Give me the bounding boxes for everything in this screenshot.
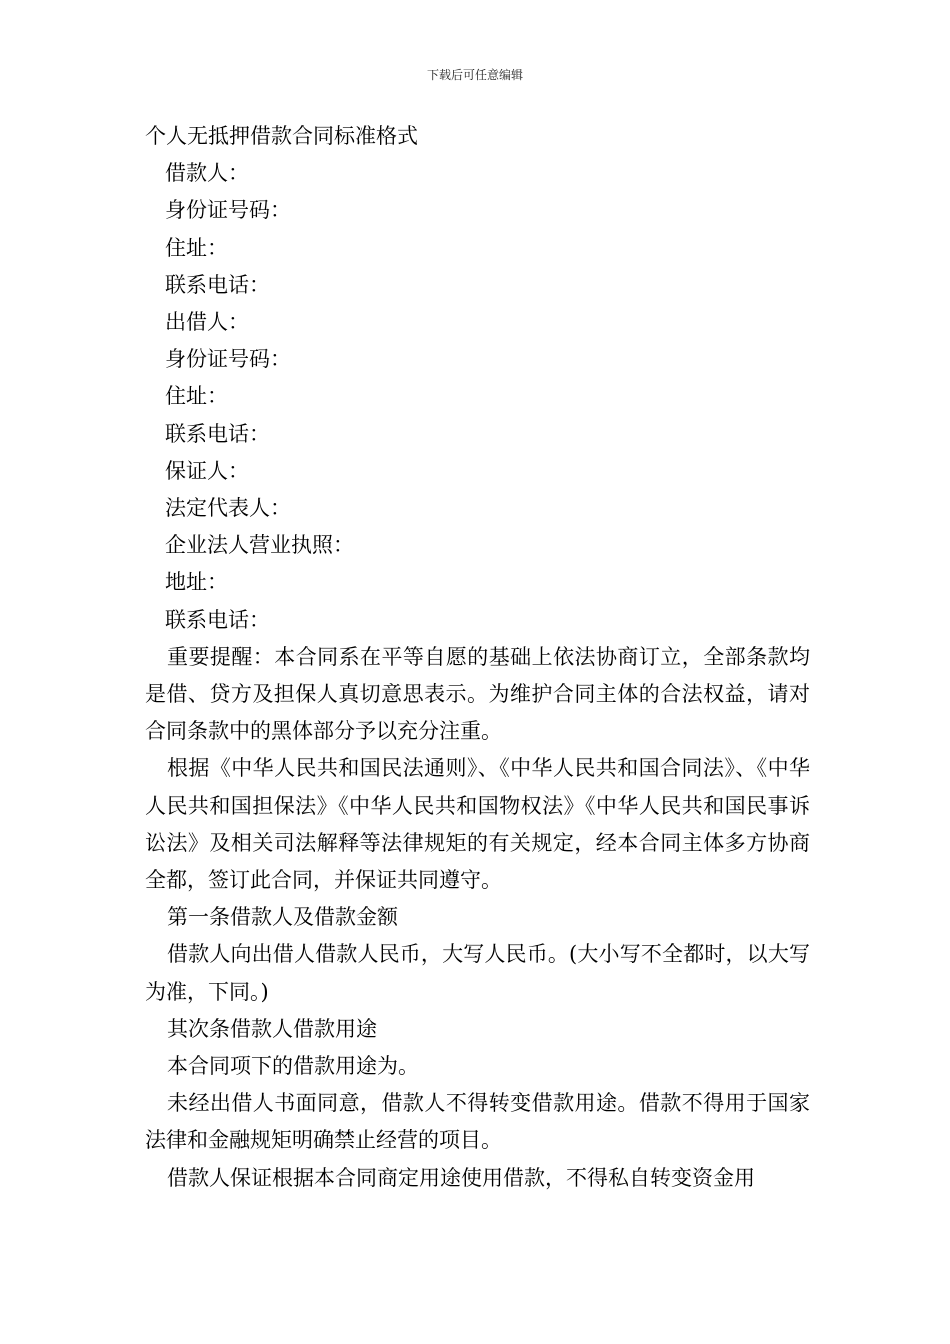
field-guarantor-address: 地址： — [165, 570, 228, 595]
field-borrower: 借款人： — [165, 161, 249, 186]
field-borrower-phone: 联系电话： — [165, 272, 270, 297]
article-2-heading: 其次条借款人借款用途 — [167, 1016, 377, 1041]
field-guarantor: 保证人： — [165, 458, 249, 483]
field-legal-representative: 法定代表人： — [165, 496, 291, 521]
article-2-body-restriction: 未经出借人书面同意，借款人不得转变借款用途。借款不得用于国家法律和金融规矩明确禁止经营的项目。 — [145, 1091, 810, 1153]
field-business-license: 企业法人营业执照： — [165, 533, 354, 558]
field-lender-id: 身份证号码： — [165, 347, 291, 372]
article-1-heading: 第一条借款人及借款金额 — [167, 905, 398, 930]
document-title: 个人无抵押借款合同标准格式 — [145, 124, 418, 148]
field-lender: 出借人： — [165, 310, 249, 335]
field-lender-phone: 联系电话： — [165, 421, 270, 446]
article-2-body-purpose: 本合同项下的借款用途为。 — [167, 1054, 419, 1079]
field-lender-address: 住址： — [165, 384, 228, 409]
article-1-body: 借款人向出借人借款人民币，大写人民币。(大小写不全都时，以大写为准，下同。) — [145, 942, 810, 1004]
article-2-body-guarantee: 借款人保证根据本合同商定用途使用借款，不得私自转变资金用 — [167, 1165, 755, 1190]
header-note: 下载后可任意编辑 — [426, 68, 523, 82]
field-borrower-id: 身份证号码： — [165, 198, 291, 223]
field-guarantor-phone: 联系电话： — [165, 607, 270, 632]
paragraph-legal-basis: 根据《中华人民共和国民法通则》、《中华人民共和国合同法》、《中华人民共和国担保法》《中华人民共和国物权法》《中华人民共和国民事诉讼法》及相关司法解释等法律规矩的有关规定，经本合同主体多方协商全都，签订此合同，并保证共同遵守。 — [145, 756, 810, 893]
document-body — [145, 118, 810, 1197]
field-borrower-address: 住址： — [165, 235, 228, 260]
paragraph-reminder: 重要提醒：本合同系在平等自愿的基础上依法协商订立，全部条款均是借、贷方及担保人真切意思表示。为维护合同主体的合法权益，请对合同条款中的黑体部分予以充分注重。 — [145, 644, 810, 744]
